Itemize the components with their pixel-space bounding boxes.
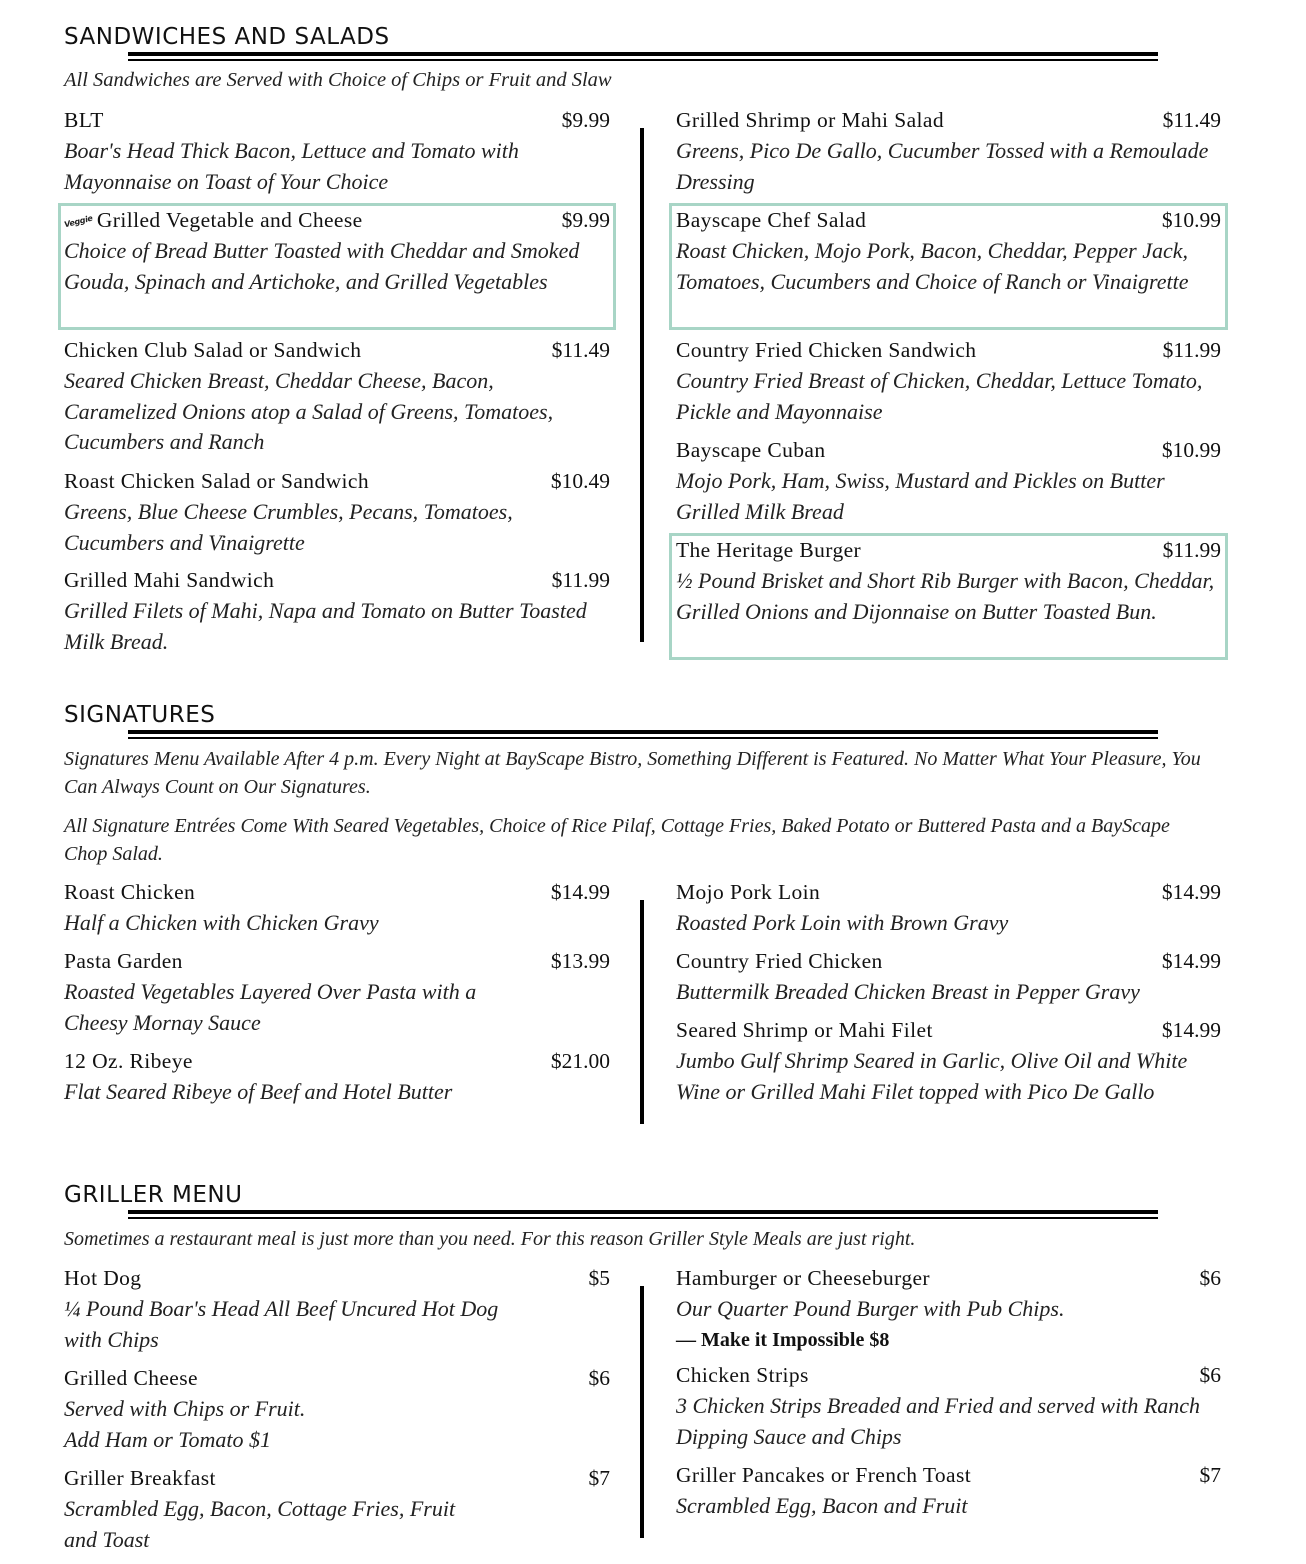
menu-item-roast-chicken [64,880,610,939]
item-description: Buttermilk Breaded Chicken Breast in Pepper Gravy [676,979,1140,1004]
item-name: Griller Breakfast [64,1466,216,1490]
item-description: Scrambled Egg, Bacon, Cottage Fries, Fruit and Toast [64,1496,456,1552]
section-title: GRILLER MENU [64,1182,243,1208]
section-intro: Signatures Menu Available After 4 p.m. Every Night at BayScape Bistro, Something Different is Featured. No Matter What Your Pleasure, You Can Always Count on Our Signatures. [64,748,1201,798]
item-name: BLT [64,108,104,132]
item-description: Our Quarter Pound Burger with Pub Chips. [676,1296,1065,1321]
item-price: $11.49 [551,338,610,362]
section-title: SANDWICHES AND SALADS [64,24,390,50]
item-name: Pasta Garden [64,949,183,973]
item-name: Chicken Strips [676,1363,809,1387]
menu-item-hamburger [676,1266,1221,1354]
item-name: Roast Chicken Salad or Sandwich [64,469,369,493]
veggie-badge-icon: Veggie [63,213,94,230]
menu-item-blt [64,108,610,197]
item-description: Greens, Pico De Gallo, Cucumber Tossed with a Remoulade Dressing [676,138,1209,194]
menu-item-griller-pancakes [676,1463,1221,1522]
menu-item-pasta-garden [64,949,610,1038]
item-name: Grilled Mahi Sandwich [64,568,275,592]
item-description: Mojo Pork, Ham, Swiss, Mustard and Pickles on Butter Grilled Milk Bread [676,468,1165,524]
item-description: Greens, Blue Cheese Crumbles, Pecans, Tomatoes, Cucumbers and Vinaigrette [64,499,513,555]
item-description: Jumbo Gulf Shrimp Seared in Garlic, Olive Oil and White Wine or Grilled Mahi Filet topped with Pico De Gallo [676,1048,1188,1104]
item-description: Roasted Vegetables Layered Over Pasta with a Cheesy Mornay Sauce [64,979,477,1035]
item-price: $14.99 [1161,949,1221,973]
item-price: $11.99 [1162,538,1221,562]
item-price: $11.99 [551,568,610,592]
item-description: Seared Chicken Breast, Cheddar Cheese, Bacon, Caramelized Onions atop a Salad of Greens, Tomatoes, Cucumbers and Ranch [64,368,554,454]
item-name: Bayscape Cuban [676,438,826,462]
menu-item-country-fried-chicken [676,949,1221,1008]
item-price: $14.99 [550,880,610,904]
item-price: $6 [1199,1266,1221,1290]
menu-item-bayscape-cuban [676,438,1221,527]
item-price: $13.99 [550,949,610,973]
item-description: Roast Chicken, Mojo Pork, Bacon, Cheddar, Pepper Jack, Tomatoes, Cucumbers and Choice of Ranch or Vinaigrette [676,238,1189,294]
item-description: Country Fried Breast of Chicken, Cheddar, Lettuce Tomato, Pickle and Mayonnaise [676,368,1203,424]
item-price: $11.49 [1162,108,1221,132]
menu-item-grilled-shrimp-salad [676,108,1221,197]
item-price: $14.99 [1161,880,1221,904]
section-intro: All Sandwiches are Served with Choice of Chips or Fruit and Slaw [64,69,612,91]
section-divider [128,52,1158,61]
section-title: SIGNATURES [64,702,216,728]
menu-item-grilled-mahi [64,568,610,657]
item-price: $9.99 [561,208,610,232]
menu-item-mojo-pork-loin [676,880,1221,939]
item-price: $7 [588,1466,610,1490]
item-price: $9.99 [561,108,610,132]
section-intro: Sometimes a restaurant meal is just more than you need. For this reason Griller Style Meals are just right. [64,1228,916,1250]
item-price: $7 [1199,1463,1221,1487]
item-name: Seared Shrimp or Mahi Filet [676,1018,933,1042]
item-name: Grilled Shrimp or Mahi Salad [676,108,944,132]
item-description: Served with Chips or Fruit. [64,1396,306,1421]
item-name: Roast Chicken [64,880,196,904]
menu-item-roast-chicken-salad [64,469,610,558]
item-name: Griller Pancakes or French Toast [676,1463,972,1487]
item-name: 12 Oz. Ribeye [64,1049,193,1073]
item-price: $21.00 [550,1049,610,1073]
menu-item-chef-salad [676,208,1221,297]
item-name: Bayscape Chef Salad [676,208,867,232]
item-name: The Heritage Burger [676,538,862,562]
item-description: Grilled Filets of Mahi, Napa and Tomato on Butter Toasted Milk Bread. [64,598,587,654]
item-addon: Add Ham or Tomato $1 [64,1426,271,1452]
menu-item-chicken-strips [676,1363,1221,1452]
section-intro-entrees: All Signature Entrées Come With Seared Vegetables, Choice of Rice Pilaf, Cottage Fries, Baked Potato or Buttered Pasta and a BayScape Chop Salad. [64,815,1170,865]
item-price: $11.99 [1162,338,1221,362]
menu-item-chicken-club [64,338,610,458]
menu-item-heritage-burger [676,538,1221,627]
item-description: Boar's Head Thick Bacon, Lettuce and Tomato with Mayonnaise on Toast of Your Choice [64,138,519,194]
item-price: $10.99 [1161,438,1221,462]
item-price: $14.99 [1161,1018,1221,1042]
item-upgrade-note: — Make it Impossible $8 [676,1328,890,1351]
item-description: 3 Chicken Strips Breaded and Fried and served with Ranch Dipping Sauce and Chips [676,1393,1201,1449]
item-name: Hot Dog [64,1266,142,1290]
item-description: Half a Chicken with Chicken Gravy [64,910,379,935]
item-price: $5 [588,1266,610,1290]
item-description: Scrambled Egg, Bacon and Fruit [676,1493,968,1518]
item-name: Hamburger or Cheeseburger [676,1266,930,1290]
menu-item-seared-shrimp [676,1018,1221,1107]
menu-item-ribeye [64,1049,610,1108]
menu-item-hot-dog [64,1266,610,1355]
item-description: Choice of Bread Butter Toasted with Cheddar and Smoked Gouda, Spinach and Artichoke, and Grilled Vegetables [64,238,580,294]
section-divider [128,730,1158,739]
column-divider [640,900,644,1124]
section-divider [128,1210,1158,1219]
item-description: ¼ Pound Boar's Head All Beef Uncured Hot Dog with Chips [64,1296,499,1352]
item-description: Roasted Pork Loin with Brown Gravy [676,910,1009,935]
item-price: $10.49 [550,469,610,493]
item-price: $6 [588,1366,610,1390]
menu-item-grilled-cheese [64,1366,610,1455]
item-name: Country Fried Chicken [676,949,883,973]
column-divider [640,1286,644,1538]
item-name: Country Fried Chicken Sandwich [676,338,977,362]
menu-item-grilled-vegetable [64,208,610,297]
item-name: Chicken Club Salad or Sandwich [64,338,362,362]
menu-item-country-fried-sandwich [676,338,1221,427]
item-price: $10.99 [1161,208,1221,232]
menu-item-griller-breakfast [64,1466,610,1555]
item-name: Grilled Cheese [64,1366,198,1390]
item-name: Mojo Pork Loin [676,880,821,904]
item-description: Flat Seared Ribeye of Beef and Hotel Butter [64,1079,453,1104]
item-name: Grilled Vegetable and Cheese [96,208,363,232]
item-price: $6 [1199,1363,1221,1387]
item-description: ½ Pound Brisket and Short Rib Burger with Bacon, Cheddar, Grilled Onions and Dijonnaise on Butter Toasted Bun. [676,568,1215,624]
column-divider [640,128,644,642]
